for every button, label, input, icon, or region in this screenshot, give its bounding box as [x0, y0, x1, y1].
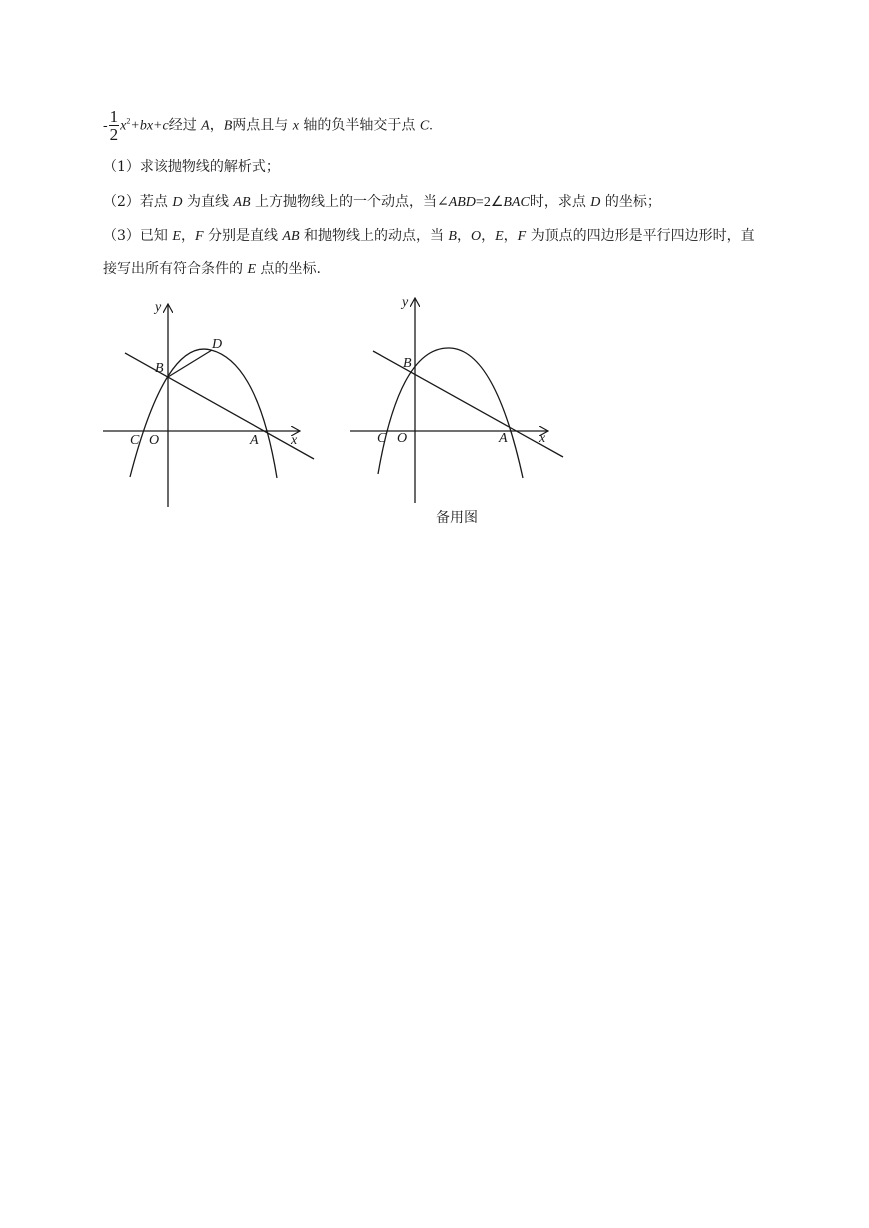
q2-point-d-2: D	[590, 195, 601, 210]
q3-text-3: 和抛物线上的动点，当	[303, 228, 444, 244]
fraction-numerator: 1	[109, 107, 119, 126]
label-a: A	[499, 431, 508, 446]
figure-2	[345, 290, 575, 515]
problem-intro	[103, 108, 433, 143]
label-d: D	[212, 337, 223, 352]
fraction	[109, 108, 120, 143]
figure-1	[95, 290, 325, 515]
q3-comma-2: ，	[456, 228, 471, 244]
label-o: O	[149, 433, 160, 448]
label-c: C	[130, 433, 140, 448]
label-b: B	[155, 361, 164, 376]
q2-angle-abd: ABD	[448, 195, 476, 210]
question-2	[103, 192, 661, 213]
q2-text-5: 时，求点	[529, 194, 586, 210]
figure-2-caption: 备用图	[436, 510, 478, 526]
label-x: x	[291, 433, 298, 448]
q3-point-f-2: F	[517, 229, 527, 244]
minus-sign: -	[103, 118, 108, 134]
var-x: x	[120, 118, 127, 134]
intro-period: .	[429, 118, 433, 134]
question-3	[103, 226, 755, 247]
q2-line-ab: AB	[233, 195, 251, 210]
q3-point-e: E	[172, 229, 181, 244]
q3-text-6: 点的坐标.	[260, 261, 321, 277]
intro-text-3: 轴的负半轴交于点	[303, 117, 416, 134]
label-x: x	[539, 431, 546, 446]
exponent: 2	[126, 116, 131, 126]
q2-text-1: （2）若点	[103, 194, 168, 210]
point-b-label: B	[223, 118, 233, 134]
intro-text-2: 两点且与	[232, 117, 289, 134]
q2-text-6: 的坐标；	[604, 194, 661, 210]
label-c: C	[377, 431, 387, 446]
segment-bd	[168, 350, 212, 377]
label-y: y	[155, 300, 162, 315]
label-y: y	[402, 295, 409, 310]
q2-text-3: 上方抛物线上的一个动点，当∠	[254, 194, 449, 210]
label-a: A	[250, 433, 259, 448]
q3-text-5: 接写出所有符合条件的	[103, 261, 243, 277]
q3-text-1: （3）已知	[103, 228, 168, 244]
q3-point-o: O	[470, 229, 482, 244]
x-axis-var: x	[292, 118, 299, 134]
intro-comma: ，	[209, 117, 224, 134]
label-o: O	[397, 431, 408, 446]
q3-line-ab: AB	[282, 229, 300, 244]
point-c-label: C	[419, 118, 430, 134]
q3-comma-3: ，	[481, 228, 496, 244]
q3-point-e-3: E	[247, 262, 257, 277]
fraction-denominator: 2	[109, 125, 119, 144]
label-b: B	[403, 356, 412, 371]
q3-point-f: F	[194, 229, 204, 244]
q2-point-d: D	[172, 195, 183, 210]
q2-text-2: 为直线	[186, 194, 229, 210]
q2-text-4: =2∠	[475, 195, 504, 210]
q3-point-b: B	[448, 229, 457, 244]
question-1: （1）求该抛物线的解析式；	[103, 159, 280, 175]
expr-rest: +bx+c	[130, 118, 169, 134]
parabola	[378, 348, 523, 478]
q3-comma-1: ，	[180, 228, 195, 244]
intro-text-1: 经过	[168, 117, 197, 134]
q2-angle-bac: BAC	[503, 195, 530, 210]
question-3-line-2	[103, 259, 321, 280]
q3-comma-4: ，	[503, 228, 518, 244]
q3-text-2: 分别是直线	[207, 228, 278, 244]
point-a-label: A	[201, 118, 210, 134]
q3-text-4: 为顶点的四边形是平行四边形时，直	[530, 228, 755, 244]
q3-point-e-2: E	[495, 229, 504, 244]
